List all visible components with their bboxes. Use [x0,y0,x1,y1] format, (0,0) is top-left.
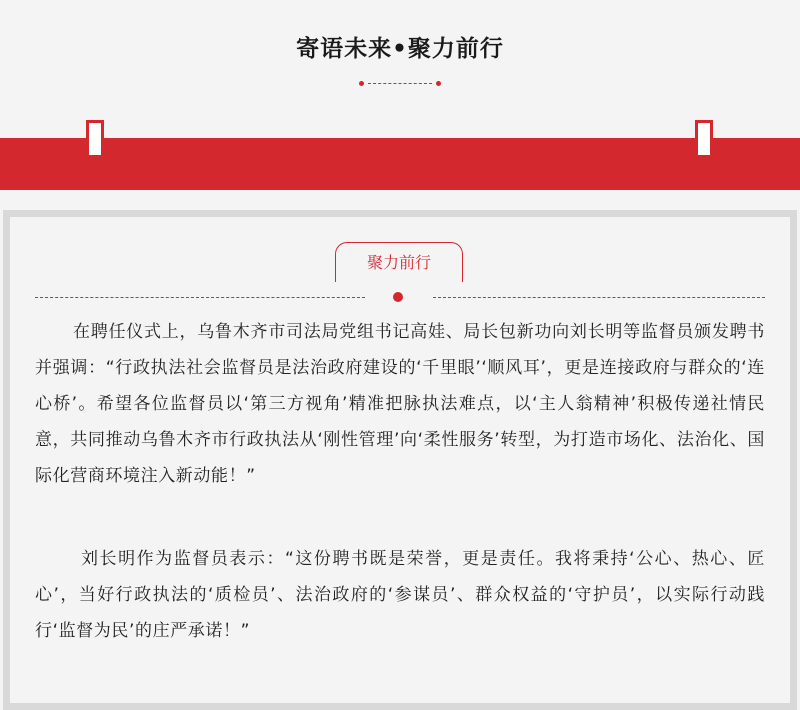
page-title: 寄语未来•聚力前行 [296,36,504,62]
red-banner-band [0,138,800,190]
banner-peg-right [695,120,713,158]
section-rule-left [35,297,365,298]
ornament-dot-left [359,81,364,86]
article-paragraph-2: 刘长明作为监督员表示：“这份聘书既是荣誉，更是责任。我将秉持‘公心、热心、匠心’，当好行政执法的‘质检员’、法治政府的‘参谋员’、群众权益的‘守护员’，以实际行动践行‘监督为民’的庄严承诺！” [35,549,765,641]
ornament-dot-right [436,81,441,86]
banner-peg-left [86,120,104,158]
title-ornament [355,80,445,88]
section-rule-right [433,297,765,298]
section-dot [393,292,403,302]
section-tab: 聚力前行 [335,242,463,282]
article-paragraph-1: 在聘任仪式上，乌鲁木齐市司法局党组书记高娃、局长包新功向刘长明等监督员颁发聘书并强调：“行政执法社会监督员是法治政府建设的‘千里眼’‘顺风耳’，更是连接政府与群众的‘连心桥’。希望各位监督员以‘第三方视角’精准把脉执法难点，以‘主人翁精神’积极传递社情民意，共同推动乌鲁木齐市行政执法从‘刚性管理’向‘柔性服务’转型，为打造市场化、法治化、国际化营商环境注入新动能！” [35,322,765,486]
ornament-dash [368,83,432,84]
